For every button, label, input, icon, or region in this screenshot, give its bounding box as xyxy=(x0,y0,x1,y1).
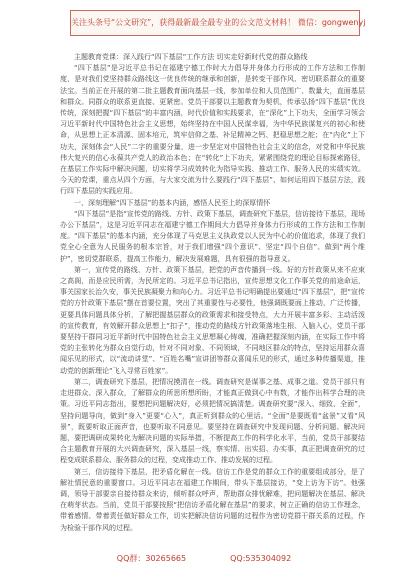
top-banner xyxy=(70,10,366,36)
document-paragraph: 第三，信访接待下基层，把矛盾化解在一线。信访工作是党的群众工作的重要组成部分，是了解社情民意的重要窗口。习近平同志在福建工作期间，带头下基层接访，“变上访为下访”。他强调，领导干部要亲自接待群众来访，倾听群众呼声，帮助群众排忧解难，把问题解决在基层、解决在萌芽状态。当前，党员干部要按照“把信访矛盾化解在基层”的要求，树立正确的信访工作理念，带着感情、带着责任做好群众工作，切实把解决信访问题的过程作为密切党群干群关系的过程，作为检验干部作风的过程。 xyxy=(60,467,365,532)
document-paragraph: “四下基层”是习近平总书记在福建宁德工作时大力倡导并身体力行形成的工作方法和工作制度，是对我们党坚持群众路线这一优良传统的继承和创新，是转变干部作风、密切联系群众的重要法宝。当前正在开展的第二批主题教育面向基层一线，参加单位和人员范围广、数量大，直面基层和群众。同群众的联系更直接、更紧密。党员干部要以主题教育为契机，传承弘扬“四下基层”优良传统，深刻把握“四下基层”的丰富内涵，时代价值和实践要求，在“深化”上下功夫，全面学习领会习近平新时代中国特色社会主义思想，始终坚持在中国人民谋幸福，为中华民族谋复兴的初心和使命，从思想上正本清源、固本培元，筑牢信仰之基、补足精神之钙、把稳思想之舵；在“内化”上下功夫，深刻体会“人民”二字的重要分量，进一步坚定对中国特色社会主义的信念，对党和中华民族伟大复兴的信心永葆共产党人的政治本色；在“转化”上下功夫，紧紧围绕党的理论目标探索路径，在基层工作实际中解决问题，切实将学习成效转化为指导实践、推动工作、服务人民的实绩实效。今天的党课，重点从四个方面，与大家交流为什么要践行“四下基层”、如何运用四下基层方法，践行四下基层的实践应用。 xyxy=(60,64,365,196)
document-body xyxy=(60,52,365,532)
document-paragraph: 第二，调查研究下基层，把情况摸清在一线。调查研究是谋事之基、成事之道。党员干部只有走进群众、深入群众，了解群众的所思所想所盼，才能真正做到心中有数，才能作出科学合理的决策。习近平同志指出，要想把问题解决好，必须把情况搞清楚。调查研究要“深入、细致、全面”，坚持问题导向，做到“身入”更要“心入”，真正听到群众的心里话。“全面”是要既看“盆景”又看“风景”，既要听取正面声音，也要听取不同意见。要坚持在调查研究中发现问题、分析问题、解决问题，要把调研成果转化为解决问题的实际举措，不断提高工作的科学化水平，当前，党员干部要结合主题教育开展的大兴调查研究，深入基层一线，察实情、出实招、办实事，真正把调查研究的过程变成联系群众、服务群众的过程，变成推动工作、推动发展的过程。 xyxy=(60,377,365,465)
document-title: 主题教育党课：深入践行“四下基层”工作方法 切实走好新时代党的群众路线 xyxy=(74,53,308,61)
section-heading: 一、深刻理解“四下基层”的基本内涵，感悟人民至上的深厚情怀 xyxy=(74,198,271,207)
footer-bar xyxy=(0,548,408,568)
banner-text: 关注头条号“公文研究”，获得最新最全最专业的公文范文材料！ 微信：gongwenyj xyxy=(71,18,366,27)
footer-qq: QQ:535304092 xyxy=(230,553,292,563)
footer-qq-group: QQ群：30265665 xyxy=(116,553,187,563)
document-paragraph: 第一，宣传党的路线、方针、政策下基层，把党的声音传播到一线。好的方针政策从来不应束之高阁，而是应民所需，为民所定的。习近平总书记指出，宣传思想文化工作事关党的前途命运，事关国家长治久安，事关民族凝聚力和向心力。习近平总书记明确提出要通过“四下基层”，把“宣传党的方针政策下基层”摆在首要位置，突出了其重要性与必要性，他强调既要面上推动，广泛传播，更要具体问题具体分析，了解把握基层群众的政策需求和接受特点，大力开展丰富多彩、主动活泼的宣传教育，有效解开群众思想上“扣子”，推动党的路线方针政策落地生根、入脑入心，党员干部要坚持干群同习近平新时代中国特色社会主义思想凝心铸魂，准确把握深刻内涵，在实际工作中将党的主张转化为群众自觉行动，针对不同对象、不同领域，不同地区群众的特点，坚持运用群众喜闻乐见的形式，以“流动讲堂”、“百姓名嘴”宣讲团等群众喜闻乐见的形式，通过多种传播渠道，推动党的创新理论“飞入寻常百姓家”。 xyxy=(60,265,365,375)
document-paragraph: “四下基层”是指“宣传党的路线、方针、政策下基层，调查研究下基层，信访接待下基层，现场办公下基层”，这是习近平同志在福建宁德工作期间大力倡导并身体力行形成的工作方法和工作制度。“四下基层”的基本内涵，充分体现了马克思主义执政党以人民为中心的价值追求，体现了我们党全心全意为人民服务的根本宗旨，对于我们增强“四个意识”、坚定“四个自信”、做到“两个维护”，密切党群联系，提高工作能力，解决发展难题，具有很强的指导意义。 xyxy=(60,209,365,263)
